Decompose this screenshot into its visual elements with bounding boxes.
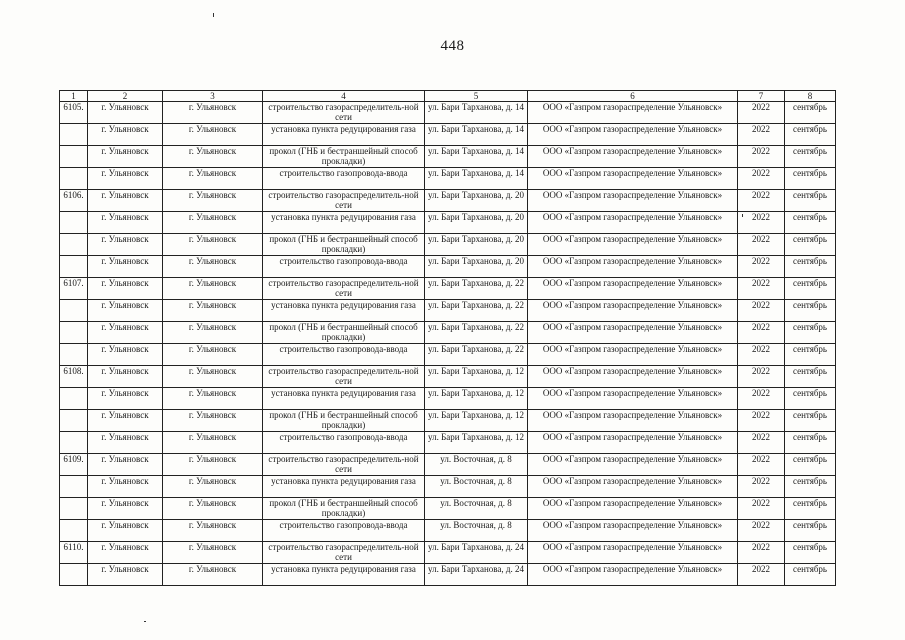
month-cell: сентябрь <box>785 454 836 476</box>
month-cell: сентябрь <box>785 410 836 432</box>
year-cell: 2022 <box>738 278 785 300</box>
work-type-cell: строительство газораспределитель-ной сети <box>263 102 425 124</box>
district-cell: г. Ульяновск <box>163 432 263 454</box>
row-number <box>60 300 88 322</box>
row-number <box>60 388 88 410</box>
organization-cell: ООО «Газпром газораспределение Ульяновск» <box>528 388 738 410</box>
row-number <box>60 168 88 190</box>
table-row <box>60 168 836 190</box>
address-cell: ул. Восточная, д. 8 <box>425 520 528 542</box>
table-row <box>60 300 836 322</box>
organization-cell: ООО «Газпром газораспределение Ульяновск» <box>528 432 738 454</box>
organization-cell: ООО «Газпром газораспределение Ульяновск» <box>528 542 738 564</box>
row-number <box>60 234 88 256</box>
row-number <box>60 322 88 344</box>
table-row <box>60 146 836 168</box>
row-number: 6108. <box>60 366 88 388</box>
work-type-cell: установка пункта редуцирования газа <box>263 124 425 146</box>
district-cell: г. Ульяновск <box>163 366 263 388</box>
work-type-cell: строительство газораспределитель-ной сети <box>263 190 425 212</box>
year-cell: 2022 <box>738 212 785 234</box>
work-type-cell: строительство газопровода-ввода <box>263 344 425 366</box>
month-cell: сентябрь <box>785 366 836 388</box>
district-cell: г. Ульяновск <box>163 498 263 520</box>
work-type-cell: строительство газопровода-ввода <box>263 432 425 454</box>
col-header: 6 <box>528 91 738 102</box>
month-cell: сентябрь <box>785 300 836 322</box>
row-number <box>60 432 88 454</box>
address-cell: ул. Бари Тарханова, д. 14 <box>425 146 528 168</box>
address-cell: ул. Восточная, д. 8 <box>425 476 528 498</box>
table-row <box>60 366 836 388</box>
year-cell: 2022 <box>738 322 785 344</box>
work-type-cell: строительство газораспределитель-ной сети <box>263 278 425 300</box>
work-type-cell: строительство газопровода-ввода <box>263 168 425 190</box>
settlement-cell: г. Ульяновск <box>88 366 163 388</box>
address-cell: ул. Бари Тарханова, д. 20 <box>425 234 528 256</box>
table-row <box>60 190 836 212</box>
table-row <box>60 256 836 278</box>
col-header: 2 <box>88 91 163 102</box>
organization-cell: ООО «Газпром газораспределение Ульяновск» <box>528 102 738 124</box>
district-cell: г. Ульяновск <box>163 102 263 124</box>
row-number: 6107. <box>60 278 88 300</box>
year-cell: 2022 <box>738 454 785 476</box>
settlement-cell: г. Ульяновск <box>88 344 163 366</box>
district-cell: г. Ульяновск <box>163 256 263 278</box>
district-cell: г. Ульяновск <box>163 344 263 366</box>
settlement-cell: г. Ульяновск <box>88 498 163 520</box>
month-cell: сентябрь <box>785 212 836 234</box>
month-cell: сентябрь <box>785 256 836 278</box>
settlement-cell: г. Ульяновск <box>88 542 163 564</box>
year-cell: 2022 <box>738 300 785 322</box>
table-row <box>60 476 836 498</box>
district-cell: г. Ульяновск <box>163 146 263 168</box>
work-type-cell: установка пункта редуцирования газа <box>263 388 425 410</box>
table-row <box>60 124 836 146</box>
table-body <box>60 102 836 586</box>
table-row <box>60 344 836 366</box>
scan-speck <box>742 214 743 217</box>
address-cell: ул. Бари Тарханова, д. 22 <box>425 278 528 300</box>
organization-cell: ООО «Газпром газораспределение Ульяновск» <box>528 564 738 586</box>
settlement-cell: г. Ульяновск <box>88 388 163 410</box>
settlement-cell: г. Ульяновск <box>88 234 163 256</box>
month-cell: сентябрь <box>785 168 836 190</box>
year-cell: 2022 <box>738 102 785 124</box>
settlement-cell: г. Ульяновск <box>88 190 163 212</box>
month-cell: сентябрь <box>785 476 836 498</box>
register-table <box>59 90 836 586</box>
address-cell: ул. Бари Тарханова, д. 12 <box>425 410 528 432</box>
row-number <box>60 410 88 432</box>
work-type-cell: строительство газопровода-ввода <box>263 256 425 278</box>
work-type-cell: строительство газораспределитель-ной сети <box>263 542 425 564</box>
year-cell: 2022 <box>738 432 785 454</box>
row-number <box>60 256 88 278</box>
month-cell: сентябрь <box>785 344 836 366</box>
work-type-cell: прокол (ГНБ и бестраншейный способ прокладки) <box>263 410 425 432</box>
work-type-cell: прокол (ГНБ и бестраншейный способ прокладки) <box>263 322 425 344</box>
row-number <box>60 498 88 520</box>
work-type-cell: установка пункта редуцирования газа <box>263 564 425 586</box>
organization-cell: ООО «Газпром газораспределение Ульяновск» <box>528 146 738 168</box>
row-number: 6106. <box>60 190 88 212</box>
organization-cell: ООО «Газпром газораспределение Ульяновск» <box>528 278 738 300</box>
month-cell: сентябрь <box>785 102 836 124</box>
row-number: 6109. <box>60 454 88 476</box>
year-cell: 2022 <box>738 564 785 586</box>
organization-cell: ООО «Газпром газораспределение Ульяновск» <box>528 454 738 476</box>
address-cell: ул. Бари Тарханова, д. 22 <box>425 300 528 322</box>
work-type-cell: прокол (ГНБ и бестраншейный способ прокладки) <box>263 234 425 256</box>
year-cell: 2022 <box>738 146 785 168</box>
settlement-cell: г. Ульяновск <box>88 410 163 432</box>
settlement-cell: г. Ульяновск <box>88 476 163 498</box>
address-cell: ул. Бари Тарханова, д. 14 <box>425 124 528 146</box>
district-cell: г. Ульяновск <box>163 278 263 300</box>
work-type-cell: установка пункта редуцирования газа <box>263 300 425 322</box>
settlement-cell: г. Ульяновск <box>88 124 163 146</box>
address-cell: ул. Бари Тарханова, д. 24 <box>425 564 528 586</box>
table-row <box>60 278 836 300</box>
settlement-cell: г. Ульяновск <box>88 432 163 454</box>
row-number: 6110. <box>60 542 88 564</box>
month-cell: сентябрь <box>785 542 836 564</box>
table-row <box>60 102 836 124</box>
year-cell: 2022 <box>738 344 785 366</box>
district-cell: г. Ульяновск <box>163 124 263 146</box>
organization-cell: ООО «Газпром газораспределение Ульяновск» <box>528 256 738 278</box>
settlement-cell: г. Ульяновск <box>88 256 163 278</box>
year-cell: 2022 <box>738 256 785 278</box>
settlement-cell: г. Ульяновск <box>88 322 163 344</box>
district-cell: г. Ульяновск <box>163 454 263 476</box>
year-cell: 2022 <box>738 190 785 212</box>
organization-cell: ООО «Газпром газораспределение Ульяновск» <box>528 410 738 432</box>
work-type-cell: строительство газораспределитель-ной сети <box>263 366 425 388</box>
work-type-cell: установка пункта редуцирования газа <box>263 476 425 498</box>
year-cell: 2022 <box>738 542 785 564</box>
row-number <box>60 520 88 542</box>
table-header-row <box>60 91 836 102</box>
organization-cell: ООО «Газпром газораспределение Ульяновск» <box>528 366 738 388</box>
work-type-cell: прокол (ГНБ и бестраншейный способ прокладки) <box>263 146 425 168</box>
organization-cell: ООО «Газпром газораспределение Ульяновск» <box>528 498 738 520</box>
year-cell: 2022 <box>738 234 785 256</box>
month-cell: сентябрь <box>785 146 836 168</box>
year-cell: 2022 <box>738 124 785 146</box>
work-type-cell: строительство газопровода-ввода <box>263 520 425 542</box>
district-cell: г. Ульяновск <box>163 190 263 212</box>
address-cell: ул. Бари Тарханова, д. 14 <box>425 168 528 190</box>
organization-cell: ООО «Газпром газораспределение Ульяновск» <box>528 322 738 344</box>
year-cell: 2022 <box>738 476 785 498</box>
month-cell: сентябрь <box>785 498 836 520</box>
district-cell: г. Ульяновск <box>163 564 263 586</box>
table-row <box>60 410 836 432</box>
district-cell: г. Ульяновск <box>163 322 263 344</box>
month-cell: сентябрь <box>785 322 836 344</box>
settlement-cell: г. Ульяновск <box>88 564 163 586</box>
settlement-cell: г. Ульяновск <box>88 146 163 168</box>
district-cell: г. Ульяновск <box>163 234 263 256</box>
year-cell: 2022 <box>738 520 785 542</box>
organization-cell: ООО «Газпром газораспределение Ульяновск» <box>528 190 738 212</box>
settlement-cell: г. Ульяновск <box>88 168 163 190</box>
address-cell: ул. Бари Тарханова, д. 12 <box>425 432 528 454</box>
year-cell: 2022 <box>738 498 785 520</box>
table-row <box>60 234 836 256</box>
table-row <box>60 498 836 520</box>
year-cell: 2022 <box>738 410 785 432</box>
row-number <box>60 124 88 146</box>
district-cell: г. Ульяновск <box>163 300 263 322</box>
year-cell: 2022 <box>738 168 785 190</box>
work-type-cell: установка пункта редуцирования газа <box>263 212 425 234</box>
address-cell: ул. Бари Тарханова, д. 14 <box>425 102 528 124</box>
organization-cell: ООО «Газпром газораспределение Ульяновск» <box>528 344 738 366</box>
address-cell: ул. Бари Тарханова, д. 12 <box>425 388 528 410</box>
col-header: 1 <box>60 91 88 102</box>
table-row <box>60 520 836 542</box>
district-cell: г. Ульяновск <box>163 388 263 410</box>
row-number <box>60 564 88 586</box>
district-cell: г. Ульяновск <box>163 168 263 190</box>
table-row <box>60 432 836 454</box>
settlement-cell: г. Ульяновск <box>88 454 163 476</box>
address-cell: ул. Бари Тарханова, д. 12 <box>425 366 528 388</box>
row-number <box>60 146 88 168</box>
organization-cell: ООО «Газпром газораспределение Ульяновск» <box>528 234 738 256</box>
organization-cell: ООО «Газпром газораспределение Ульяновск» <box>528 476 738 498</box>
address-cell: ул. Бари Тарханова, д. 20 <box>425 256 528 278</box>
address-cell: ул. Бари Тарханова, д. 24 <box>425 542 528 564</box>
col-header: 8 <box>785 91 836 102</box>
month-cell: сентябрь <box>785 388 836 410</box>
col-header: 7 <box>738 91 785 102</box>
organization-cell: ООО «Газпром газораспределение Ульяновск» <box>528 168 738 190</box>
address-cell: ул. Восточная, д. 8 <box>425 498 528 520</box>
settlement-cell: г. Ульяновск <box>88 102 163 124</box>
month-cell: сентябрь <box>785 520 836 542</box>
settlement-cell: г. Ульяновск <box>88 278 163 300</box>
month-cell: сентябрь <box>785 190 836 212</box>
district-cell: г. Ульяновск <box>163 476 263 498</box>
row-number <box>60 476 88 498</box>
address-cell: ул. Восточная, д. 8 <box>425 454 528 476</box>
settlement-cell: г. Ульяновск <box>88 520 163 542</box>
scan-speck <box>144 621 146 622</box>
month-cell: сентябрь <box>785 278 836 300</box>
district-cell: г. Ульяновск <box>163 212 263 234</box>
work-type-cell: прокол (ГНБ и бестраншейный способ прокладки) <box>263 498 425 520</box>
address-cell: ул. Бари Тарханова, д. 22 <box>425 344 528 366</box>
year-cell: 2022 <box>738 388 785 410</box>
table-row <box>60 212 836 234</box>
col-header: 4 <box>263 91 425 102</box>
organization-cell: ООО «Газпром газораспределение Ульяновск» <box>528 520 738 542</box>
month-cell: сентябрь <box>785 234 836 256</box>
address-cell: ул. Бари Тарханова, д. 22 <box>425 322 528 344</box>
table-row <box>60 322 836 344</box>
district-cell: г. Ульяновск <box>163 542 263 564</box>
settlement-cell: г. Ульяновск <box>88 212 163 234</box>
row-number: 6105. <box>60 102 88 124</box>
organization-cell: ООО «Газпром газораспределение Ульяновск» <box>528 300 738 322</box>
row-number <box>60 212 88 234</box>
table-row <box>60 454 836 476</box>
month-cell: сентябрь <box>785 564 836 586</box>
month-cell: сентябрь <box>785 432 836 454</box>
district-cell: г. Ульяновск <box>163 410 263 432</box>
page-number: 448 <box>440 38 465 54</box>
address-cell: ул. Бари Тарханова, д. 20 <box>425 212 528 234</box>
district-cell: г. Ульяновск <box>163 520 263 542</box>
row-number <box>60 344 88 366</box>
year-cell: 2022 <box>738 366 785 388</box>
table-row <box>60 388 836 410</box>
table-row <box>60 542 836 564</box>
settlement-cell: г. Ульяновск <box>88 300 163 322</box>
table-row <box>60 564 836 586</box>
organization-cell: ООО «Газпром газораспределение Ульяновск» <box>528 212 738 234</box>
organization-cell: ООО «Газпром газораспределение Ульяновск» <box>528 124 738 146</box>
month-cell: сентябрь <box>785 124 836 146</box>
scan-speck <box>213 13 214 17</box>
work-type-cell: строительство газораспределитель-ной сети <box>263 454 425 476</box>
col-header: 5 <box>425 91 528 102</box>
col-header: 3 <box>163 91 263 102</box>
address-cell: ул. Бари Тарханова, д. 20 <box>425 190 528 212</box>
